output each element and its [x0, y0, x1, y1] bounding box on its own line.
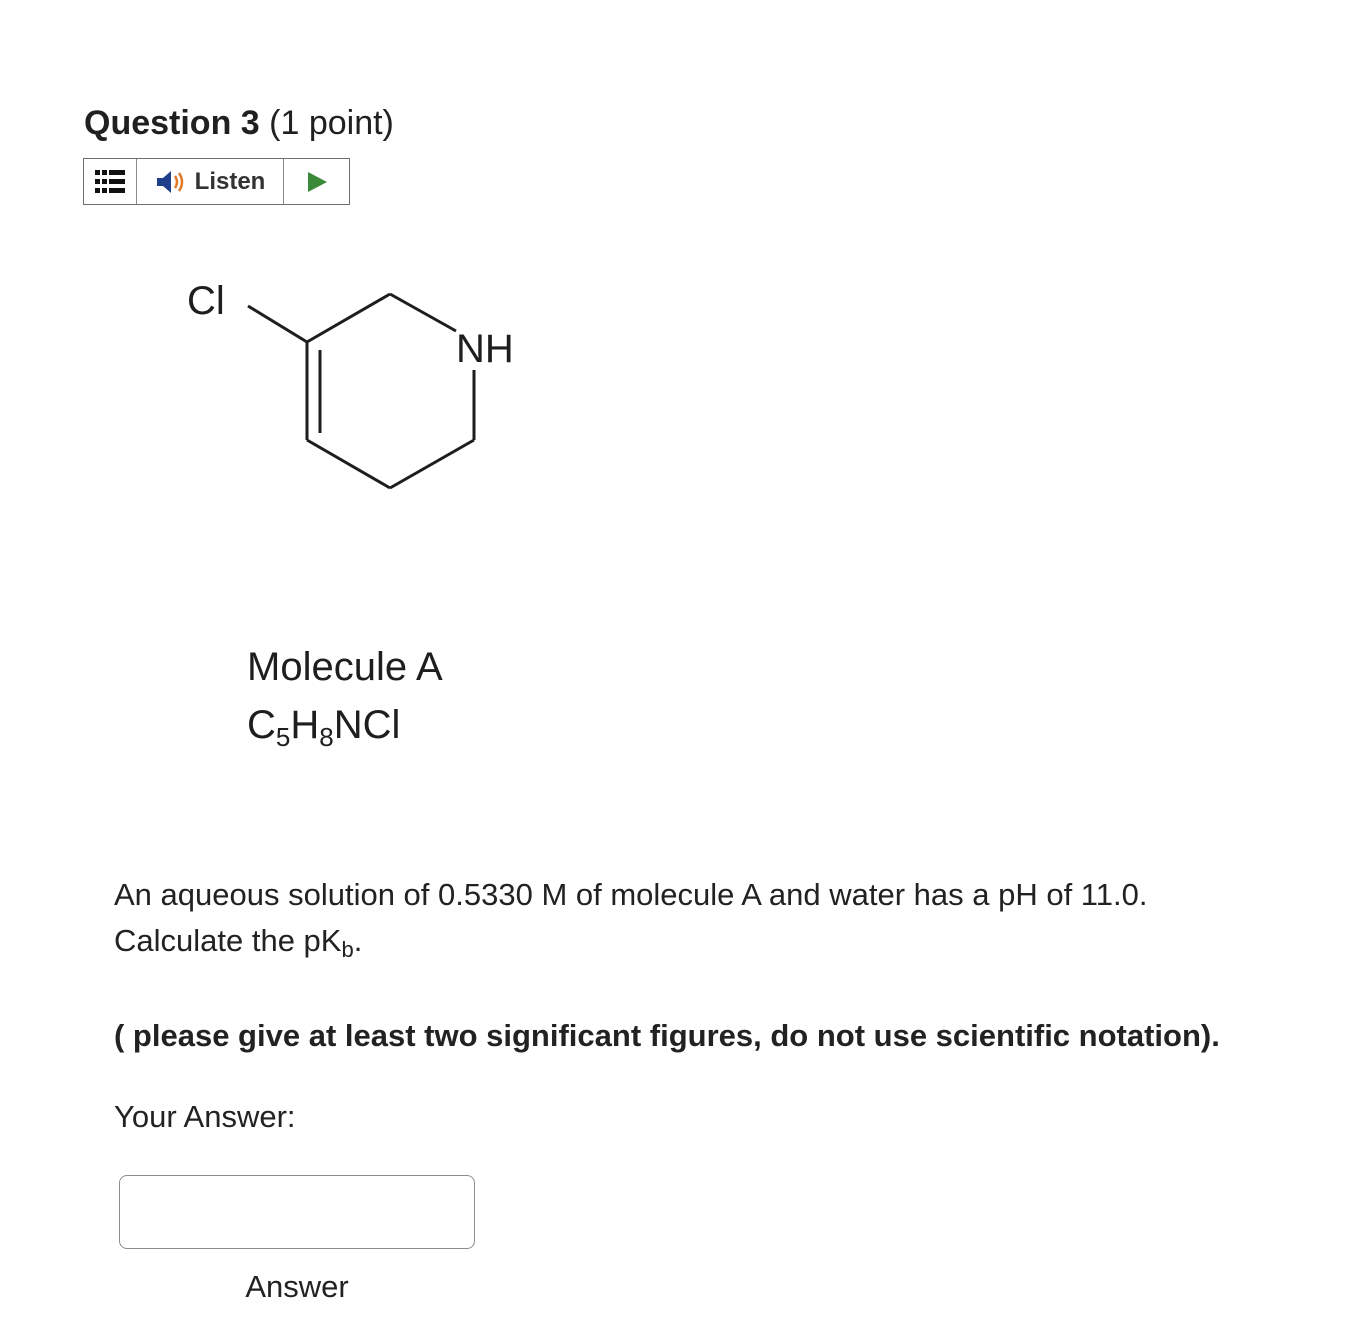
question-body-line1: An aqueous solution of 0.5330 M of molecule A and water has a pH of 11.0. [114, 877, 1148, 912]
menu-icon [95, 169, 125, 195]
bond-cl-c3 [248, 306, 307, 342]
atom-label-nh: NH [456, 327, 514, 371]
molecule-formula [247, 700, 400, 750]
formula-h: H [290, 703, 320, 747]
question-body-line2-prefix: Calculate the pK [114, 923, 342, 958]
speaker-icon [155, 169, 189, 195]
bond-c6-c5 [390, 440, 474, 488]
your-answer-label: Your Answer: [114, 1099, 296, 1134]
bond-c2-n [390, 294, 456, 331]
question-body [114, 872, 1147, 964]
question-points: (1 point) [269, 104, 394, 142]
play-button[interactable] [284, 159, 349, 204]
listen-label: Listen [194, 167, 266, 195]
answer-caption: Answer [245, 1269, 349, 1304]
question-body-line2-suffix: . [353, 923, 363, 958]
molecule-name: Molecule A [247, 645, 443, 689]
bond-c5-c4 [307, 440, 390, 488]
listen-button[interactable] [137, 159, 284, 204]
formula-c: C [247, 703, 276, 747]
answer-instructions: ( please give at least two significant figures, do not use scientific notation). [114, 1018, 1220, 1053]
formula-rest: NCl [333, 703, 401, 747]
menu-button[interactable] [84, 159, 137, 204]
answer-input[interactable] [119, 1175, 475, 1249]
molecule-structure [180, 270, 540, 510]
listen-toolbar [83, 158, 350, 205]
formula-h-count: 8 [319, 722, 334, 752]
atom-label-cl: Cl [187, 279, 225, 323]
formula-c-count: 5 [275, 722, 291, 752]
pkb-subscript: b [341, 937, 354, 962]
question-title [84, 100, 394, 146]
play-icon [306, 171, 328, 193]
question-number: Question 3 [84, 104, 260, 142]
bond-c3-c2 [307, 294, 390, 342]
